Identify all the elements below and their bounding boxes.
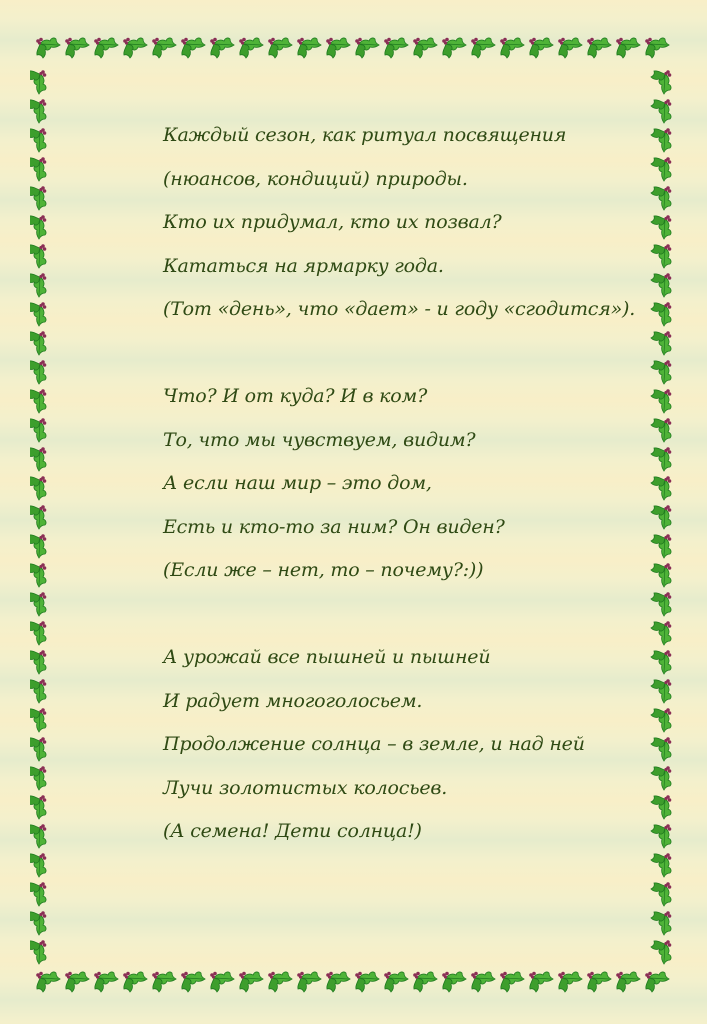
holly-leaf-icon [651, 157, 671, 181]
holly-leaf-icon [30, 389, 46, 413]
holly-leaf-icon [651, 940, 671, 964]
holly-leaf-icon [268, 38, 292, 58]
holly-leaf-icon [651, 882, 671, 906]
poem-line: Лучи золотистых колосьев. [163, 776, 448, 799]
holly-leaf-icon [30, 795, 46, 819]
holly-leaf-icon [30, 824, 46, 848]
stanza-3 [163, 636, 643, 854]
poem-line: Кататься на ярмарку года. [163, 254, 444, 277]
holly-leaf-icon [239, 972, 263, 992]
holly-leaf-icon [30, 650, 46, 674]
holly-leaf-icon [616, 38, 640, 58]
holly-leaf-icon [30, 563, 46, 587]
holly-leaf-icon [30, 157, 46, 181]
holly-leaf-icon [651, 447, 671, 471]
holly-leaf-icon [587, 38, 611, 58]
border-left [30, 70, 46, 964]
holly-leaf-icon [210, 972, 234, 992]
holly-leaf-icon [651, 795, 671, 819]
holly-leaf-icon [30, 447, 46, 471]
holly-leaf-icon [30, 128, 46, 152]
holly-leaf-icon [500, 38, 524, 58]
holly-leaf-icon [297, 38, 321, 58]
holly-leaf-icon [651, 244, 671, 268]
holly-leaf-icon [651, 592, 671, 616]
holly-leaf-icon [651, 70, 671, 94]
holly-leaf-icon [651, 911, 671, 935]
holly-leaf-icon [651, 824, 671, 848]
holly-leaf-icon [152, 972, 176, 992]
poem-line: (А семена! Дети солнца!) [163, 820, 422, 842]
holly-leaf-icon [651, 708, 671, 732]
stanza-2 [163, 375, 643, 593]
holly-leaf-icon [30, 708, 46, 732]
poem-line: (нюансов, кондиций) природы. [163, 167, 468, 190]
holly-leaf-icon [30, 534, 46, 558]
holly-leaf-icon [651, 737, 671, 761]
poem-line: Каждый сезон, как ритуал посвящения [163, 124, 567, 146]
holly-leaf-icon [30, 853, 46, 877]
stanza-1 [163, 114, 643, 332]
holly-leaf-icon [651, 679, 671, 703]
holly-leaf-icon [616, 972, 640, 992]
holly-leaf-icon [558, 972, 582, 992]
holly-leaf-icon [651, 505, 671, 529]
holly-leaf-icon [30, 331, 46, 355]
holly-leaf-icon [651, 476, 671, 500]
holly-leaf-icon [94, 972, 118, 992]
holly-leaf-icon [651, 99, 671, 123]
holly-leaf-icon [30, 766, 46, 790]
holly-leaf-icon [30, 882, 46, 906]
holly-leaf-icon [65, 972, 89, 992]
poem-line: И радует многоголосьем. [163, 689, 423, 712]
border-top [36, 38, 669, 58]
holly-leaf-icon [30, 621, 46, 645]
holly-leaf-icon [123, 972, 147, 992]
border-bottom [36, 972, 669, 992]
poem-line: Что? И от куда? И в ком? [163, 385, 428, 407]
holly-leaf-icon [442, 972, 466, 992]
holly-leaf-icon [587, 972, 611, 992]
holly-leaf-icon [651, 534, 671, 558]
holly-leaf-icon [181, 972, 205, 992]
holly-leaf-icon [651, 650, 671, 674]
holly-leaf-icon [30, 70, 46, 94]
holly-leaf-icon [30, 215, 46, 239]
holly-leaf-icon [326, 972, 350, 992]
holly-leaf-icon [239, 38, 263, 58]
holly-leaf-icon [30, 302, 46, 326]
border-right [651, 70, 671, 964]
holly-leaf-icon [651, 853, 671, 877]
holly-leaf-icon [651, 621, 671, 645]
holly-leaf-icon [210, 38, 234, 58]
holly-leaf-icon [651, 766, 671, 790]
poem-line: (Если же – нет, то – почему?:)) [163, 559, 484, 581]
holly-leaf-icon [413, 38, 437, 58]
holly-leaf-icon [30, 505, 46, 529]
holly-leaf-icon [651, 360, 671, 384]
poem-line: Есть и кто-то за ним? Он виден? [163, 515, 505, 538]
holly-leaf-icon [36, 972, 60, 992]
poem-line: То, что мы чувствуем, видим? [163, 428, 476, 451]
holly-leaf-icon [645, 38, 669, 58]
poem-line: (Тот «день», что «дает» - и году «сгодится»). [163, 298, 636, 320]
holly-leaf-icon [36, 38, 60, 58]
poem-line: А если наш мир – это дом, [163, 472, 432, 494]
holly-leaf-icon [30, 940, 46, 964]
holly-leaf-icon [181, 38, 205, 58]
poem-text [163, 114, 643, 854]
holly-leaf-icon [651, 273, 671, 297]
holly-leaf-icon [297, 972, 321, 992]
holly-leaf-icon [500, 972, 524, 992]
holly-leaf-icon [529, 972, 553, 992]
holly-leaf-icon [651, 302, 671, 326]
holly-leaf-icon [30, 99, 46, 123]
holly-leaf-icon [30, 273, 46, 297]
poem-line: Продолжение солнца – в земле, и над ней [163, 733, 585, 755]
holly-leaf-icon [651, 389, 671, 413]
poem-line: Кто их придумал, кто их позвал? [163, 211, 502, 233]
holly-leaf-icon [30, 737, 46, 761]
poem-line: А урожай все пышней и пышней [163, 646, 491, 668]
holly-leaf-icon [651, 563, 671, 587]
holly-leaf-icon [384, 972, 408, 992]
holly-leaf-icon [413, 972, 437, 992]
holly-leaf-icon [645, 972, 669, 992]
holly-leaf-icon [30, 186, 46, 210]
holly-leaf-icon [65, 38, 89, 58]
holly-leaf-icon [471, 38, 495, 58]
holly-leaf-icon [152, 38, 176, 58]
holly-leaf-icon [442, 38, 466, 58]
holly-leaf-icon [30, 592, 46, 616]
holly-leaf-icon [355, 972, 379, 992]
holly-leaf-icon [651, 215, 671, 239]
holly-leaf-icon [529, 38, 553, 58]
holly-leaf-icon [30, 418, 46, 442]
holly-leaf-icon [326, 38, 350, 58]
holly-leaf-icon [384, 38, 408, 58]
holly-leaf-icon [471, 972, 495, 992]
holly-leaf-icon [30, 911, 46, 935]
holly-leaf-icon [651, 418, 671, 442]
holly-leaf-icon [268, 972, 292, 992]
holly-leaf-icon [651, 331, 671, 355]
holly-leaf-icon [123, 38, 147, 58]
holly-leaf-icon [30, 476, 46, 500]
holly-leaf-icon [355, 38, 379, 58]
holly-leaf-icon [651, 128, 671, 152]
holly-leaf-icon [94, 38, 118, 58]
holly-leaf-icon [558, 38, 582, 58]
holly-leaf-icon [651, 186, 671, 210]
holly-leaf-icon [30, 360, 46, 384]
holly-leaf-icon [30, 679, 46, 703]
holly-leaf-icon [30, 244, 46, 268]
